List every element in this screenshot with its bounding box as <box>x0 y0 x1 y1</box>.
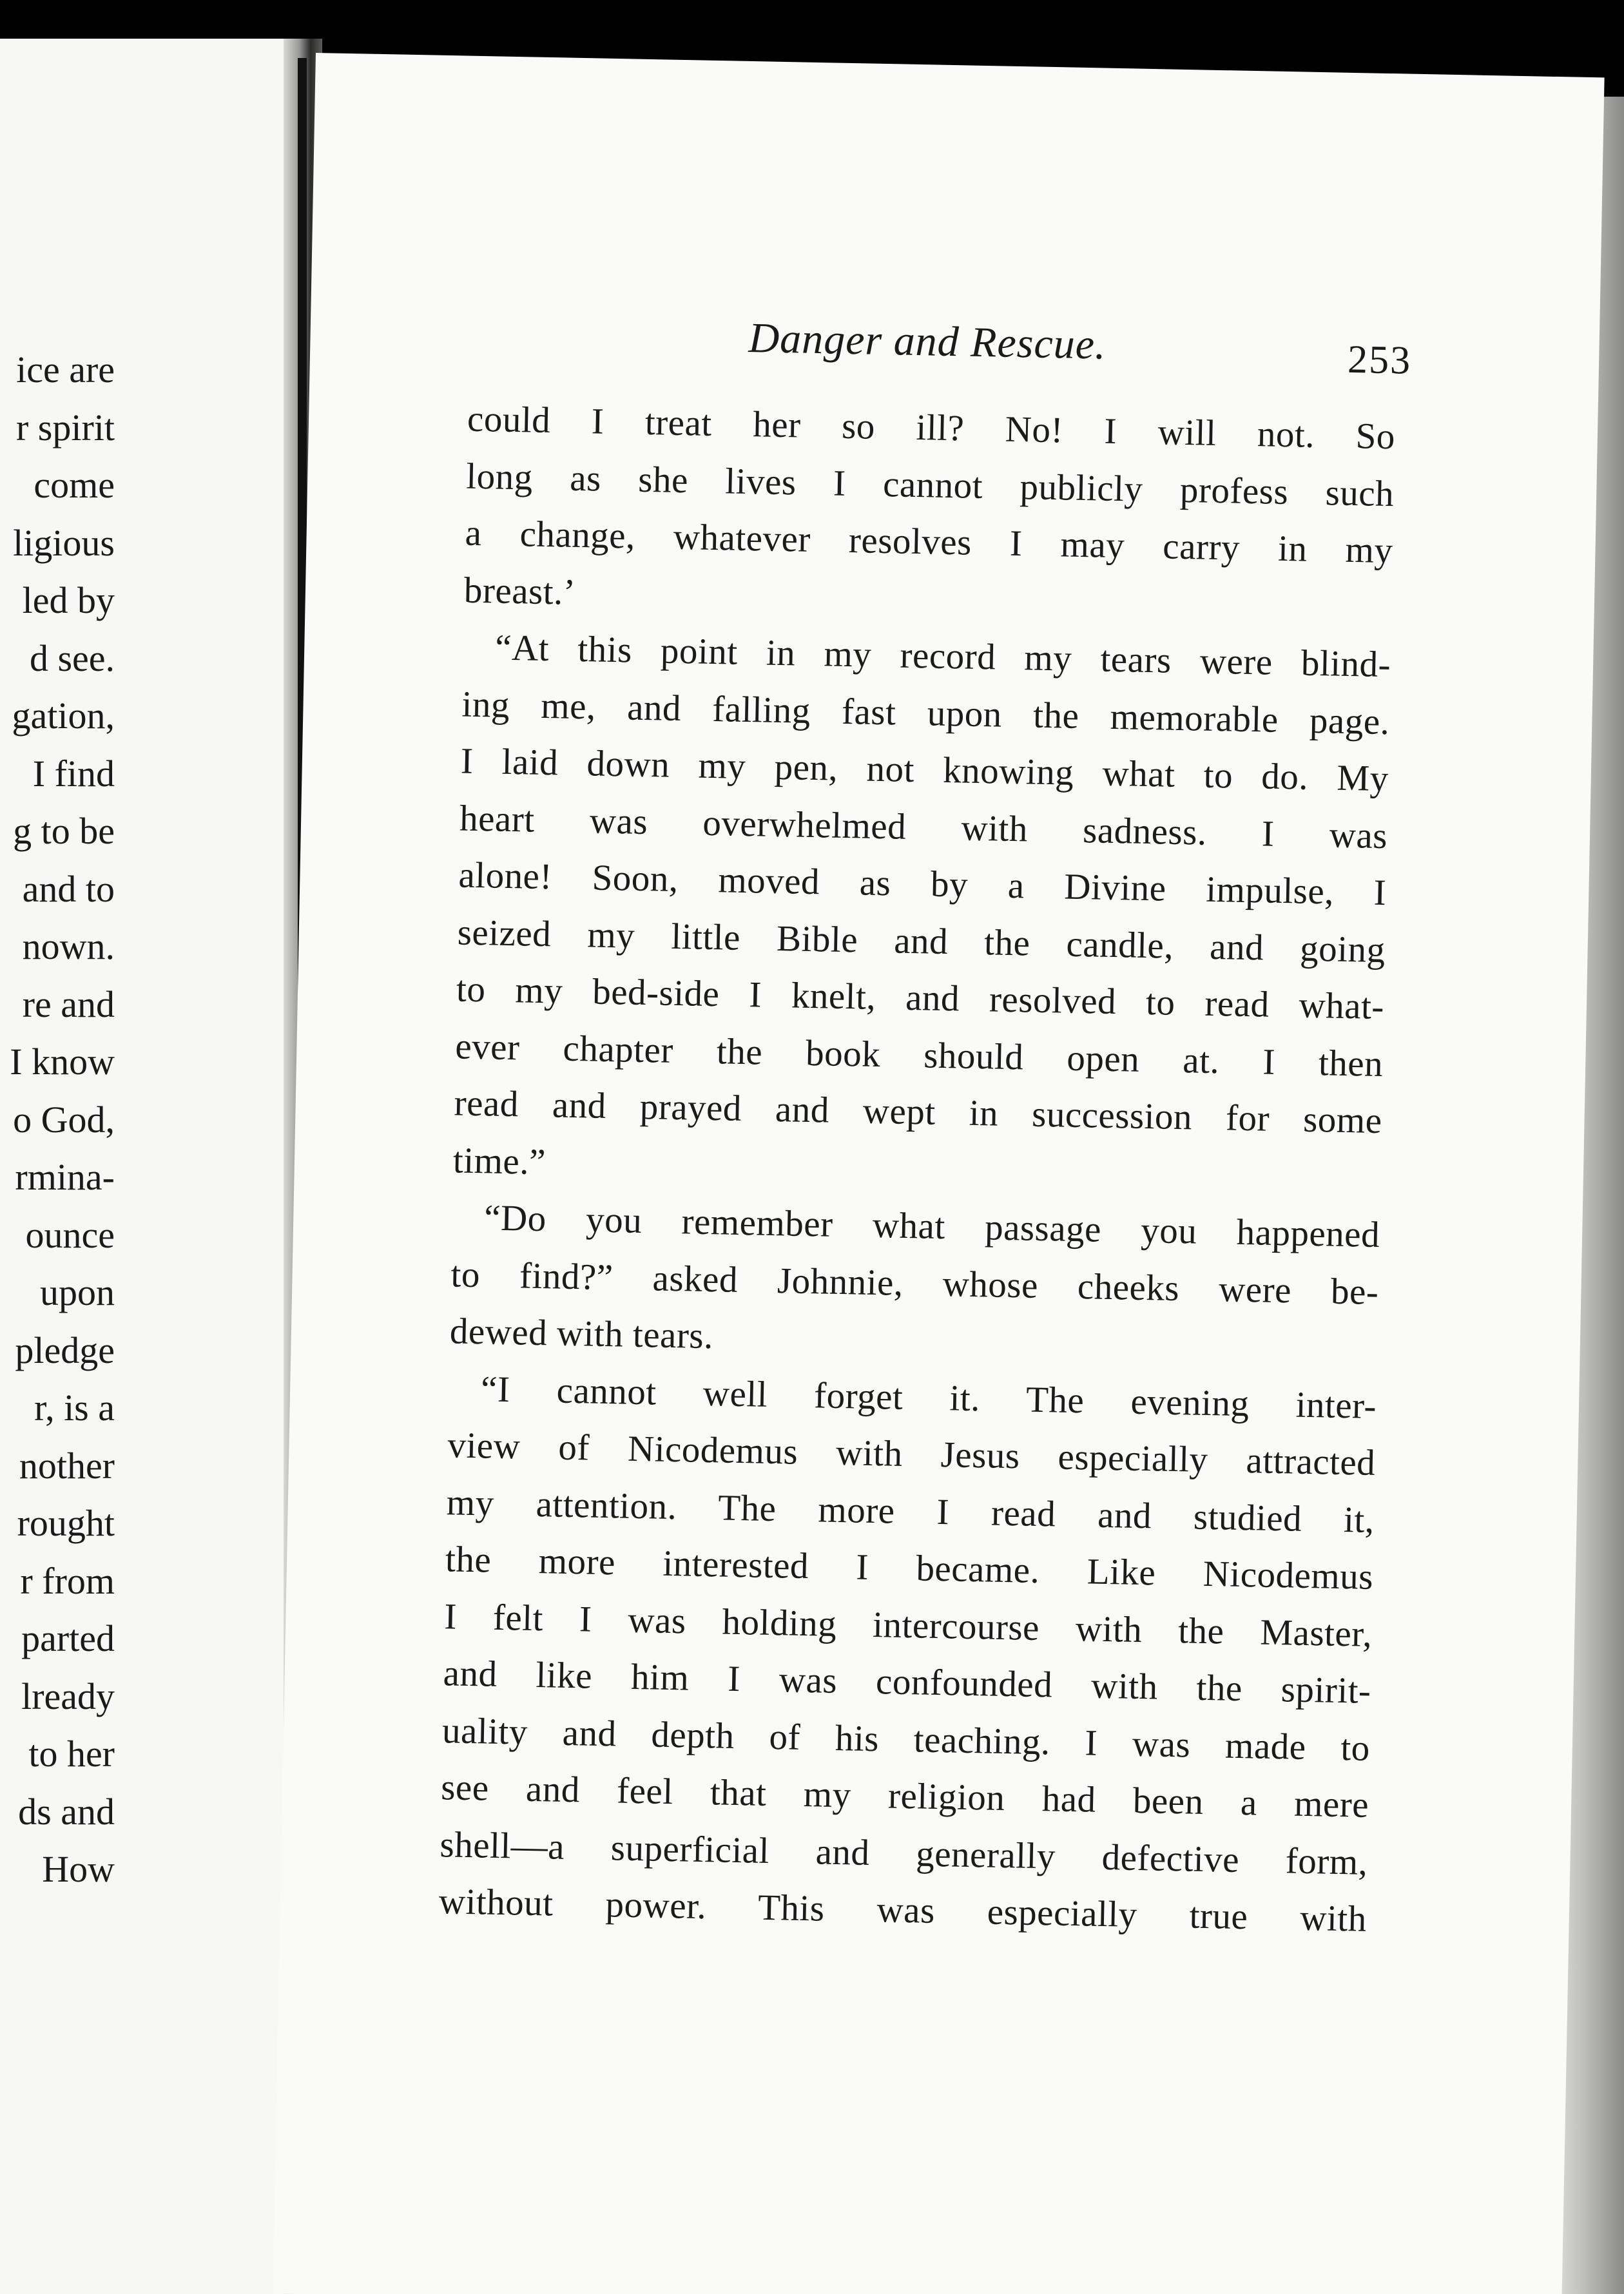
text-line: heart was overwhelmed with sadness. I was <box>459 798 1388 856</box>
text-line: I laid down my pen, not knowing what to do. My <box>460 740 1389 800</box>
left-page-line: r from <box>20 1559 115 1602</box>
page-number: 253 <box>1347 337 1412 383</box>
text-line: long as she lives I cannot publicly profess such <box>465 456 1395 514</box>
left-page-line: gation, <box>12 695 115 737</box>
text-line: could I treat her so ill? No! I will not. So <box>467 398 1396 458</box>
text-line: view of Nicodemus with Jesus especially attracted <box>447 1425 1376 1483</box>
left-page-line: I know <box>10 1041 115 1083</box>
text-line: “At this point in my record my tears were blind- <box>494 627 1391 686</box>
left-page-line: ds and <box>18 1790 115 1833</box>
left-page-line: g to be <box>13 810 115 852</box>
left-page-line: I find <box>32 752 115 795</box>
left-page-line: to her <box>28 1733 115 1775</box>
left-page-line: led by <box>22 579 115 621</box>
text-line: I felt I was holding intercourse with the Master, <box>443 1595 1373 1655</box>
running-head: Danger and Rescue. <box>748 314 1107 369</box>
text-line: time.” <box>452 1139 546 1182</box>
left-page-line: d see. <box>29 637 115 679</box>
left-page-line: rmina- <box>15 1156 115 1198</box>
text-line: to my bed-side I knelt, and resolved to read what- <box>456 969 1385 1028</box>
text-line: seized my little Bible and the candle, and going <box>457 911 1386 970</box>
left-page-line: come <box>34 464 115 506</box>
left-page-line: nother <box>19 1444 115 1487</box>
left-page-line: ligious <box>13 521 115 564</box>
left-page-line: and to <box>22 867 115 910</box>
left-page-line: r spirit <box>15 406 115 448</box>
left-page-line: re and <box>22 983 115 1025</box>
text-line: “I cannot well forget it. The evening inter- <box>480 1368 1377 1427</box>
text-line: my attention. The more I read and studied it, <box>446 1481 1375 1541</box>
left-page-line: parted <box>21 1617 115 1659</box>
text-line: uality and depth of his teaching. I was made to <box>441 1710 1371 1769</box>
left-page-line: o God, <box>13 1098 115 1141</box>
text-line: to find?” asked Johnnie, whose cheeks were be- <box>450 1253 1379 1313</box>
text-line: a change, whatever resolves I may carry in my <box>465 512 1394 572</box>
text-line: alone! Soon, moved as by a Divine impulse, I <box>458 854 1387 914</box>
left-page-line: upon <box>40 1271 115 1313</box>
text-line: without power. This was especially true with <box>438 1881 1368 1940</box>
left-page-line: r, is a <box>34 1387 115 1429</box>
text-line: dewed with tears. <box>449 1311 714 1357</box>
left-page-line: ounce <box>25 1213 115 1256</box>
body-text <box>438 391 1396 1949</box>
left-page-line: rought <box>17 1502 115 1544</box>
text-line: ever chapter the book should open at. I then <box>454 1025 1384 1084</box>
text-line: “Do you remember what passage you happened <box>483 1197 1380 1256</box>
text-line: breast.’ <box>463 570 576 613</box>
text-line: ing me, and falling fast upon the memorable page. <box>461 684 1390 742</box>
left-page-line: lready <box>21 1675 115 1717</box>
left-page-line: nown. <box>22 925 115 967</box>
left-page-text <box>0 39 284 2294</box>
text-line: shell—a superficial and generally defective form, <box>440 1824 1369 1883</box>
left-page-line: pledge <box>15 1329 115 1371</box>
left-page-line: ice are <box>16 349 115 390</box>
text-line: see and feel that my religion had been a mere <box>440 1767 1369 1826</box>
text-line: and like him I was confounded with the spirit- <box>443 1653 1372 1711</box>
right-page <box>273 53 1604 2294</box>
text-line: read and prayed and wept in succession for some <box>454 1083 1383 1142</box>
text-line: the more interested I became. Like Nicodemus <box>445 1539 1374 1597</box>
left-page-fragment <box>0 39 284 2294</box>
left-page-line: How <box>42 1848 115 1890</box>
